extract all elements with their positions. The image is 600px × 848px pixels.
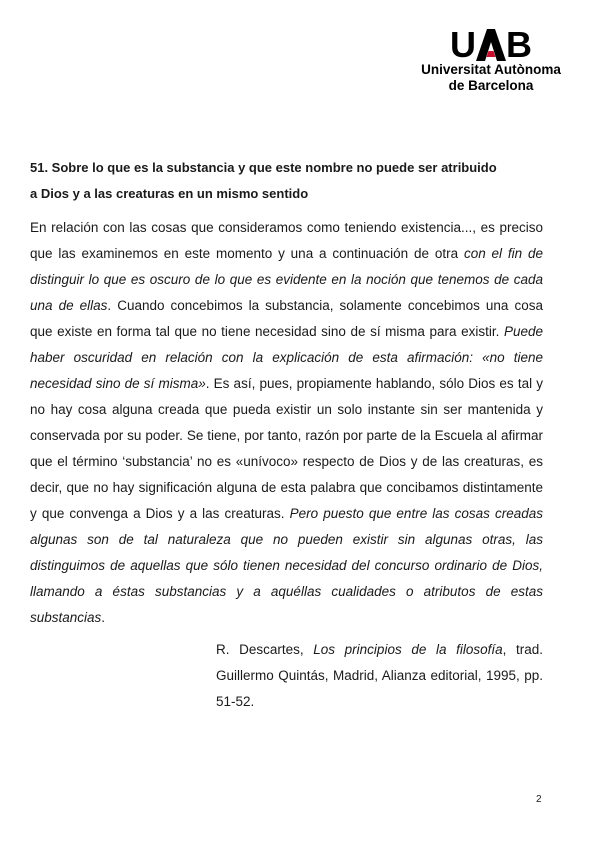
- uab-logo-mark: [406, 24, 576, 65]
- citation-details: , trad. Guillermo Quintás, Madrid, Alianza editorial, 1995, pp. 51-52.: [216, 642, 544, 709]
- citation-author: R. Descartes,: [216, 642, 314, 657]
- logo-university-name-line1: Universitat Autònoma: [421, 62, 561, 77]
- heading-line-2: a Dios y a las creaturas en un mismo sentido: [30, 186, 309, 201]
- body-segment-5: . Es así, pues, propiamente hablando, sólo Dios es tal y no hay cosa alguna creada que pueda existir un solo instante sin ser mantenida y conservada por su poder. Se tiene, por tanto, razón por parte de la Escuela al afirmar que el término ‘substancia’ no es «unívoco» respecto de Dios y de las creaturas, es decir, que no hay significación alguna de esta palabra que concibamos distintamente y que convenga a Dios y a las creaturas.: [30, 376, 543, 521]
- body-segment-1: En relación con las cosas que consideramos como teniendo existencia..., es preciso que las examinemos en este momento y una a continuación de otra: [30, 220, 543, 261]
- body-segment-7: .: [101, 610, 106, 625]
- heading-line-1: 51. Sobre lo que es la substancia y que este nombre no puede ser atribuido: [30, 160, 497, 175]
- body-segment-6-italic: Pero puesto que entre las cosas creadas algunas son de tal naturaleza que no pueden existir sin algunas otras, las distinguimos de aquellas que sólo tienen necesidad del concurso ordinario de Dios, llamando a éstas substancias y a aquéllas cualidades o atributos de estas substancias: [30, 506, 543, 625]
- uab-logo: [406, 24, 576, 94]
- citation-title: Los principios de la filosofía: [313, 642, 503, 657]
- section-heading: [30, 155, 570, 207]
- logo-letter-u: U: [450, 24, 476, 65]
- logo-letter-b: B: [506, 24, 532, 65]
- quote-paragraph: [30, 215, 543, 631]
- body-segment-4-italic: Puede haber oscuridad en relación con la explicación de esta afirmación: «no tiene necesidad sino de sí misma»: [30, 324, 543, 391]
- body-segment-3: . Cuando concebimos la substancia, solamente concebimos una cosa que existe en forma tal que no tiene necesidad sino de sí misma para existir.: [30, 298, 543, 339]
- logo-university-name-line2: de Barcelona: [448, 78, 534, 93]
- page-number: 2: [536, 794, 542, 805]
- logo-a-icon: [475, 29, 507, 61]
- body-segment-2-italic: con el fin de distinguir lo que es oscuro de lo que es evidente en la noción que tenemos de cada una de ellas: [30, 246, 543, 313]
- source-citation: [216, 637, 543, 715]
